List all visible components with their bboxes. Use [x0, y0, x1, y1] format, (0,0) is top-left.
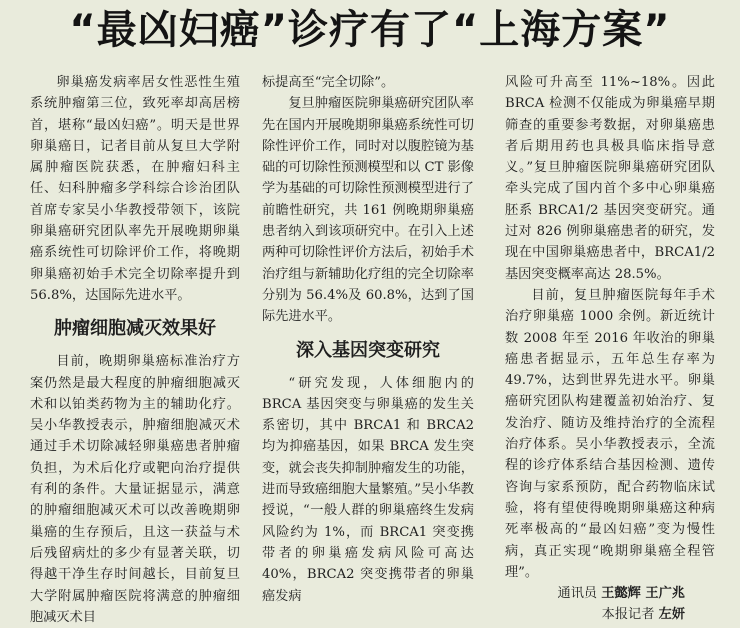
paragraph: 标提高至“完全切除”。	[262, 75, 395, 90]
section-subhead: 深入基因突变研究	[296, 339, 440, 361]
byline-label: 本报记者	[601, 607, 659, 623]
paragraph: 目前，晚期卵巢癌标准治疗方案仍然是最大程度的肿瘤细胞减灭术和以铂类药物为主的辅助化疗。吴小华教授表示，肿瘤细胞减灭术通过手术切除减轻卵巢癌患者肿瘤负担，为术后化疗或靶向治疗提供有利的条件。大量证据显示，满意的肿瘤细胞减灭术可以改善晚期卵巢癌的生存预后，且这一获益与术后残留病灶的多少有显著关联，切得越干净生存时间越长，目前复旦大学附属肿瘤医院将满意的肿瘤细胞减灭术目	[30, 354, 240, 625]
paragraph: “研究发现，人体细胞内的 BRCA 基因突变与卵巢癌的发生关系密切，其中 BRCA1 和 BRCA2 均为抑癌基因，如果 BRCA 发生突变，就会丧失抑制肿瘤发生的功能，进而导致癌细胞大量繁殖。”吴小华教授说，“一般人群的卵巢癌终生发病风险约为 1%，而 BRCA1 突变携带者的卵巢癌发病风险可高达 40%，BRCA2 突变携带者的卵巢癌发病	[262, 375, 474, 604]
headline: “最凶妇癌”诊疗有了“上海方案”	[69, 7, 671, 53]
paragraph: 卵巢癌发病率居女性恶性生殖系统肿瘤第三位，致死率却高居榜首，堪称“最凶妇癌”。明天是世界卵巢癌日，记者目前从复旦大学附属肿瘤医院获悉，在肿瘤妇科主任、妇科肿瘤多学科综合诊治团队首席专家吴小华教授带领下，该院卵巢癌研究团队率先开展晚期卵巢癌系统性可切除评价工作，将晚期卵巢癌初始手术完全切除率提升到56.8%，达国际先进水平。	[30, 75, 240, 303]
article-column-2	[262, 72, 474, 607]
byline-label: 通讯员	[557, 586, 602, 602]
section-subhead: 肿瘤细胞减灭效果好	[54, 318, 216, 340]
article-column-3	[505, 72, 715, 626]
byline-names: 王懿辉 王广兆	[601, 586, 685, 602]
paragraph: 复旦肿瘤医院卵巢癌研究团队率先在国内开展晚期卵巢癌系统性可切除性评价工作，同时对以腹腔镜为基础的可切除性预测模型和以 CT 影像学为基础的可切除性预测模型进行了前瞻性研究，共 161 例晚期卵巢癌患者纳入到该项研究中。在引入上述两种可切除性评价方法后，初始手术治疗组与新辅助化疗组的完全切除率分别为 56.4%及 60.8%，达到了国际先进水平。	[262, 96, 474, 325]
byline-names: 左妍	[658, 607, 685, 623]
byline-reporter	[505, 604, 715, 625]
article-column-1	[30, 72, 240, 628]
byline-correspondent	[505, 583, 715, 604]
paragraph: 风险可升高至 11%~18%。因此 BRCA 检测不仅能成为卵巢癌早期筛查的重要参考数据，对卵巢癌患者后期用药也具极具临床指导意义。”复旦肿瘤医院卵巢癌研究团队牵头完成了国内首个多中心卵巢癌胚系 BRCA1/2 基因突变研究。通过对 826 例卵巢癌患者的研究，发现在中国卵巢癌患者中，BRCA1/2 基因突变概率高达 28.5%。	[505, 75, 715, 282]
paragraph: 目前，复旦肿瘤医院每年手术治疗卵巢癌 1000 余例。新近统计数 2008 年至 2016 年收治的卵巢癌患者据显示，五年总生存率为 49.7%，达到世界先进水平。卵巢癌研究团队构建覆盖初始治疗、复发治疗、随访及维持治疗的全流程治疗体系。吴小华教授表示，全流程的诊疗体系结合基因检测、遗传咨询与家系预防，配合药物临床试验，将有望使得晚期卵巢癌这种病死率极高的“最凶妇癌”变为慢性病，真正实现“晚期卵巢癌全程管理”。	[505, 287, 715, 580]
